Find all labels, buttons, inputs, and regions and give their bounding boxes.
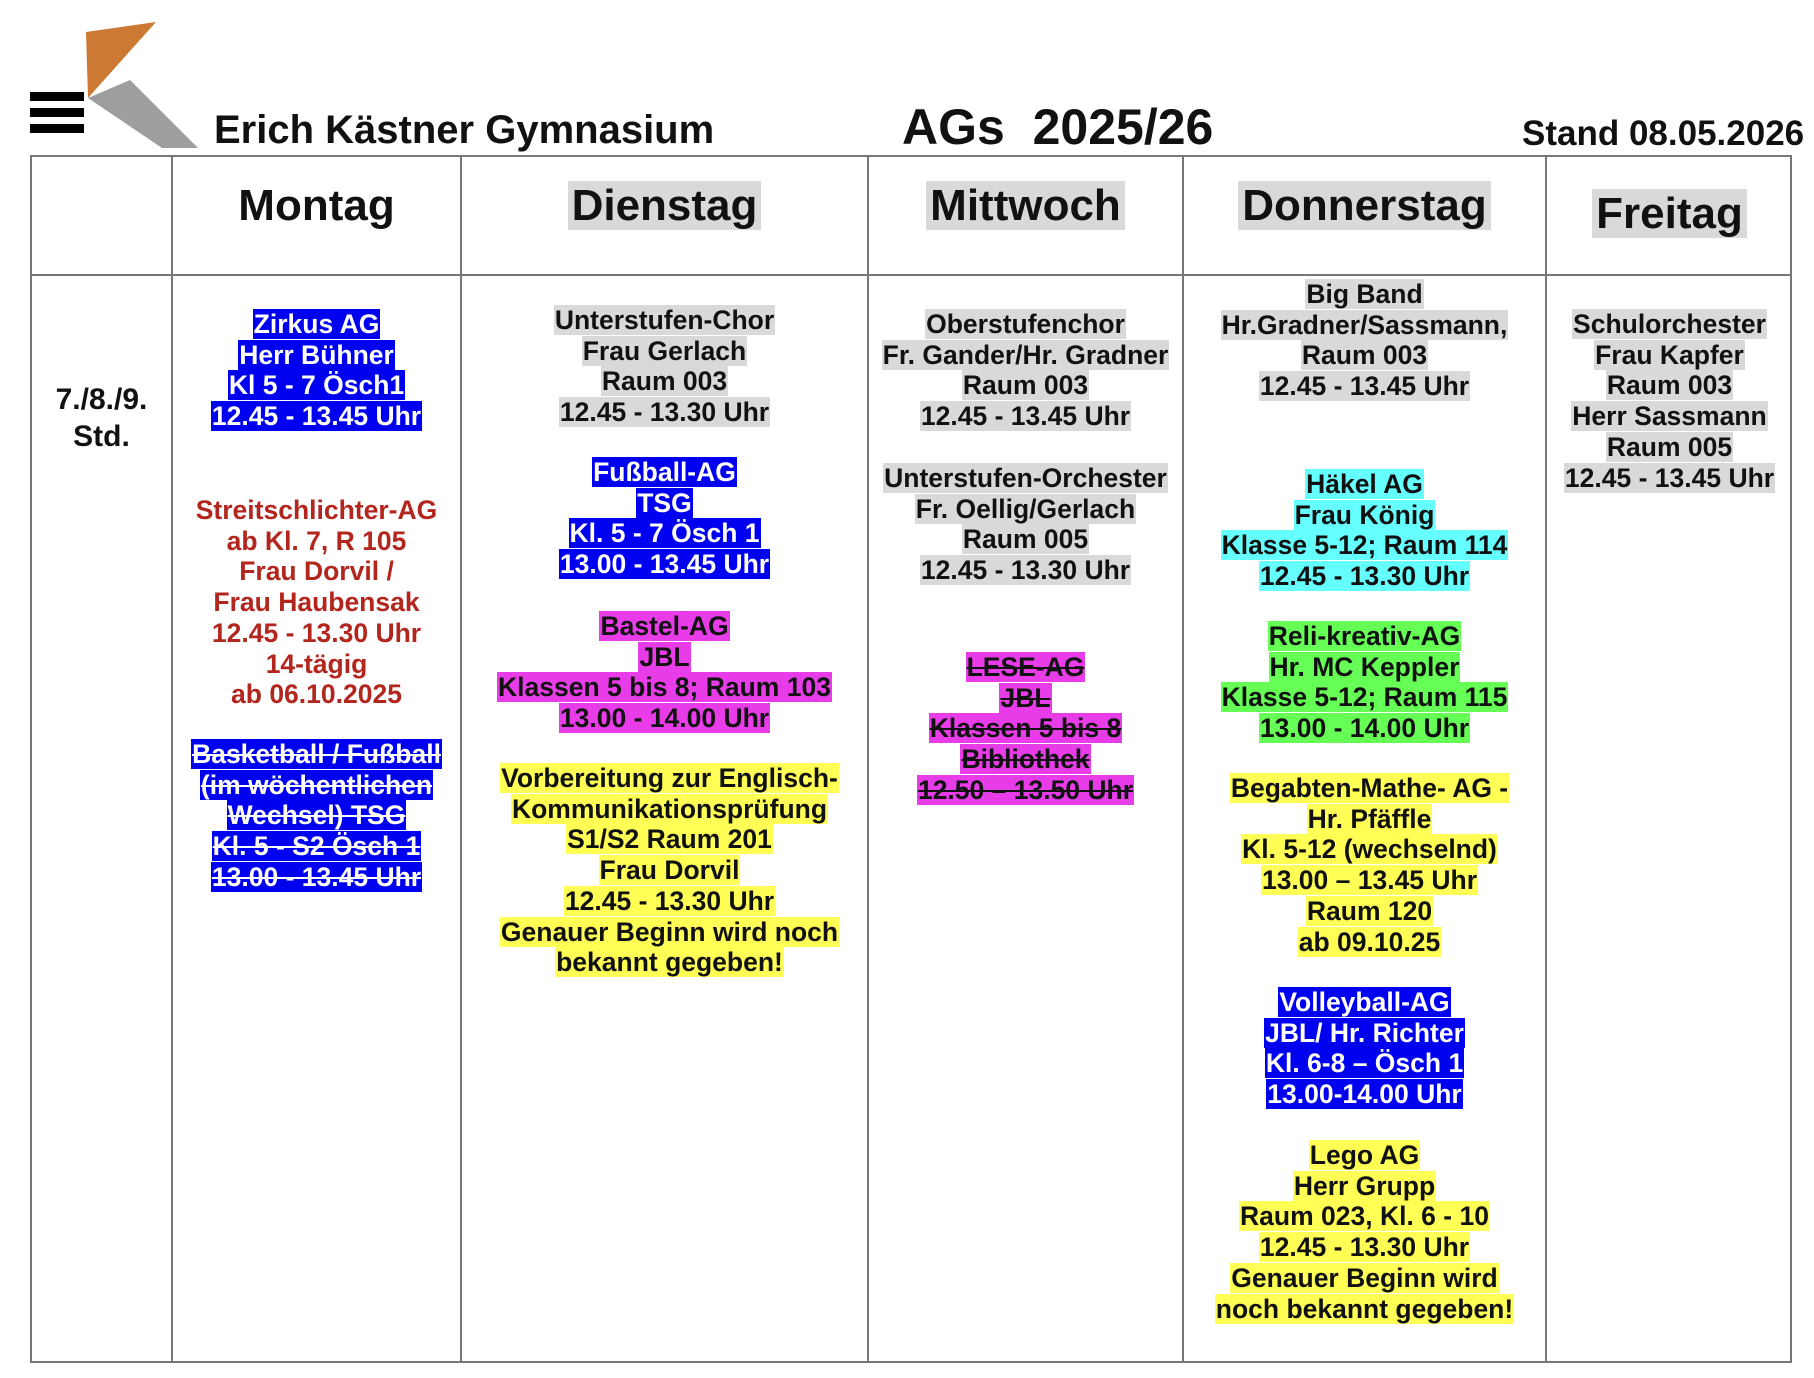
ag-entry-lego: Lego AG Herr Grupp Raum 023, Kl. 6 - 10 12.45 - 13.30 Uhr Genauer Beginn wird noch bekannt gegeben! (1215, 1140, 1514, 1324)
ag-entry-begabten-mathe: Begabten-Mathe- AG - Hr. Pfäffle Kl. 5-12 (wechselnd) 13.00 – 13.45 Uhr Raum 120 ab 09.10.25 (1230, 773, 1509, 957)
day-header-montag: Montag (238, 181, 395, 230)
day-header-donnerstag: Donnerstag (1184, 181, 1545, 231)
ag-entry-reli-kreativ: Reli-kreativ-AG Hr. MC Keppler Klasse 5-12; Raum 115 13.00 - 14.00 Uhr (1221, 621, 1508, 744)
header-divider (32, 274, 1790, 276)
ag-entry-big-band: Big Band Hr.Gradner/Sassmann, Raum 003 12.45 - 13.45 Uhr (1221, 279, 1508, 402)
ag-entry-schulorchester: Schulorchester Frau Kapfer Raum 003 Herr Sassmann Raum 005 12.45 - 13.45 Uhr (1564, 309, 1775, 493)
day-header-mittwoch: Mittwoch (869, 181, 1182, 231)
logo-bar-1 (30, 92, 84, 101)
ag-entry-fussball: Fußball-AG TSG Kl. 5 - 7 Ösch 1 13.00 - 13.45 Uhr (559, 457, 770, 580)
ag-entry-volleyball: Volleyball-AG JBL/ Hr. Richter Kl. 6-8 – Ösch 1 13.00-14.00 Uhr (1265, 987, 1464, 1110)
ag-entry-zirkus: Zirkus AG Herr Bühner Kl 5 - 7 Ösch1 12.45 - 13.45 Uhr (211, 309, 422, 432)
ag-schedule-table (30, 155, 1792, 1363)
page-title: AGs 2025/26 (902, 99, 1214, 155)
logo-bar-3 (30, 124, 84, 133)
ag-entry-englisch-pruefung: Vorbereitung zur Englisch- Kommunikationsprüfung S1/S2 Raum 201 Frau Dorvil 12.45 - 13.30 Uhr Genauer Beginn wird noch bekannt gegeben! (500, 763, 839, 978)
ag-entry-unterstufen-chor: Unterstufen-Chor Frau Gerlach Raum 003 12.45 - 13.30 Uhr (554, 305, 775, 428)
ag-entry-oberstufenchor: Oberstufenchor Fr. Gander/Hr. Gradner Raum 003 12.45 - 13.45 Uhr (882, 309, 1169, 432)
ag-entry-lese: LESE-AG JBL Klassen 5 bis 8 Bibliothek 12.50 – 13.50 Uhr (917, 652, 1134, 805)
ag-entry-streitschlichter: Streitschlichter-AG ab Kl. 7, R 105 Frau Dorvil / Frau Haubensak 12.45 - 13.30 Uhr 14-tägig ab 06.10.2025 (195, 495, 438, 710)
school-logo (30, 20, 200, 150)
day-header-dienstag: Dienstag (462, 181, 867, 231)
logo-bar-2 (30, 108, 84, 117)
ag-entry-bastel: Bastel-AG JBL Klassen 5 bis 8; Raum 103 13.00 - 14.00 Uhr (498, 611, 831, 734)
logo-gray-shape (88, 80, 198, 148)
day-header-freitag: Freitag (1547, 189, 1792, 239)
ag-entry-unterstufen-orchester: Unterstufen-Orchester Fr. Oellig/Gerlach Raum 005 12.45 - 13.30 Uhr (884, 463, 1167, 586)
ag-entry-basketball-fussball: Basketball / Fußball (im wöchentlichen Wechsel) TSG Kl. 5 - S2 Ösch 1 13.00 - 13.45 Uhr (192, 739, 441, 892)
time-slot-label: 7./8./9. Std. (55, 383, 148, 453)
school-name: Erich Kästner Gymnasium (214, 108, 715, 152)
ag-entry-haekel: Häkel AG Frau König Klasse 5-12; Raum 114 12.45 - 13.30 Uhr (1221, 469, 1508, 592)
stand-date: Stand 08.05.2026 (1522, 114, 1805, 153)
